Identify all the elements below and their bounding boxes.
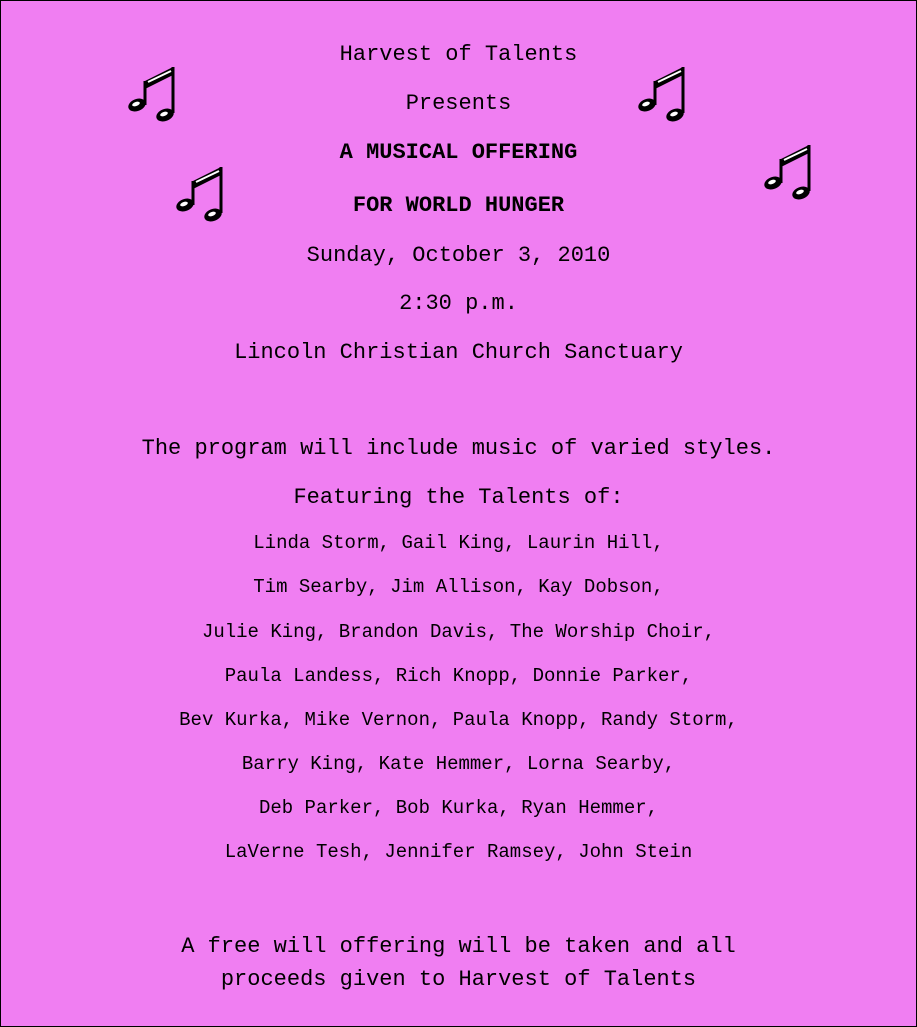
event-venue: Lincoln Christian Church Sanctuary: [234, 340, 683, 365]
performers-line: Julie King, Brandon Davis, The Worship Choir,: [201, 621, 716, 643]
event-title-line-1: A MUSICAL OFFERING: [339, 140, 578, 165]
performers-line: Paula Landess, Rich Knopp, Donnie Parker,: [224, 665, 693, 687]
performers-line: Deb Parker, Bob Kurka, Ryan Hemmer,: [258, 797, 659, 819]
performers-line: Bev Kurka, Mike Vernon, Paula Knopp, Randy Storm,: [179, 709, 738, 731]
performers-line: LaVerne Tesh, Jennifer Ramsey, John Stein: [224, 841, 693, 863]
featuring-heading: Featuring the Talents of:: [293, 485, 624, 510]
event-date: Sunday, October 3, 2010: [306, 243, 611, 268]
performers-line: Tim Searby, Jim Allison, Kay Dobson,: [253, 576, 664, 598]
performers-line: Linda Storm, Gail King, Laurin Hill,: [253, 532, 664, 554]
offering-note-line-2: proceeds given to Harvest of Talents: [220, 967, 697, 992]
organization-name: Harvest of Talents: [339, 42, 578, 67]
presents-text: Presents: [405, 91, 512, 116]
performers-line: Barry King, Kate Hemmer, Lorna Searby,: [241, 753, 676, 775]
offering-note-line-1: A free will offering will be taken and all: [181, 934, 736, 959]
program-description: The program will include music of varied styles.: [141, 436, 776, 461]
event-title-line-2: FOR WORLD HUNGER: [352, 193, 565, 218]
event-time: 2:30 p.m.: [399, 291, 518, 316]
